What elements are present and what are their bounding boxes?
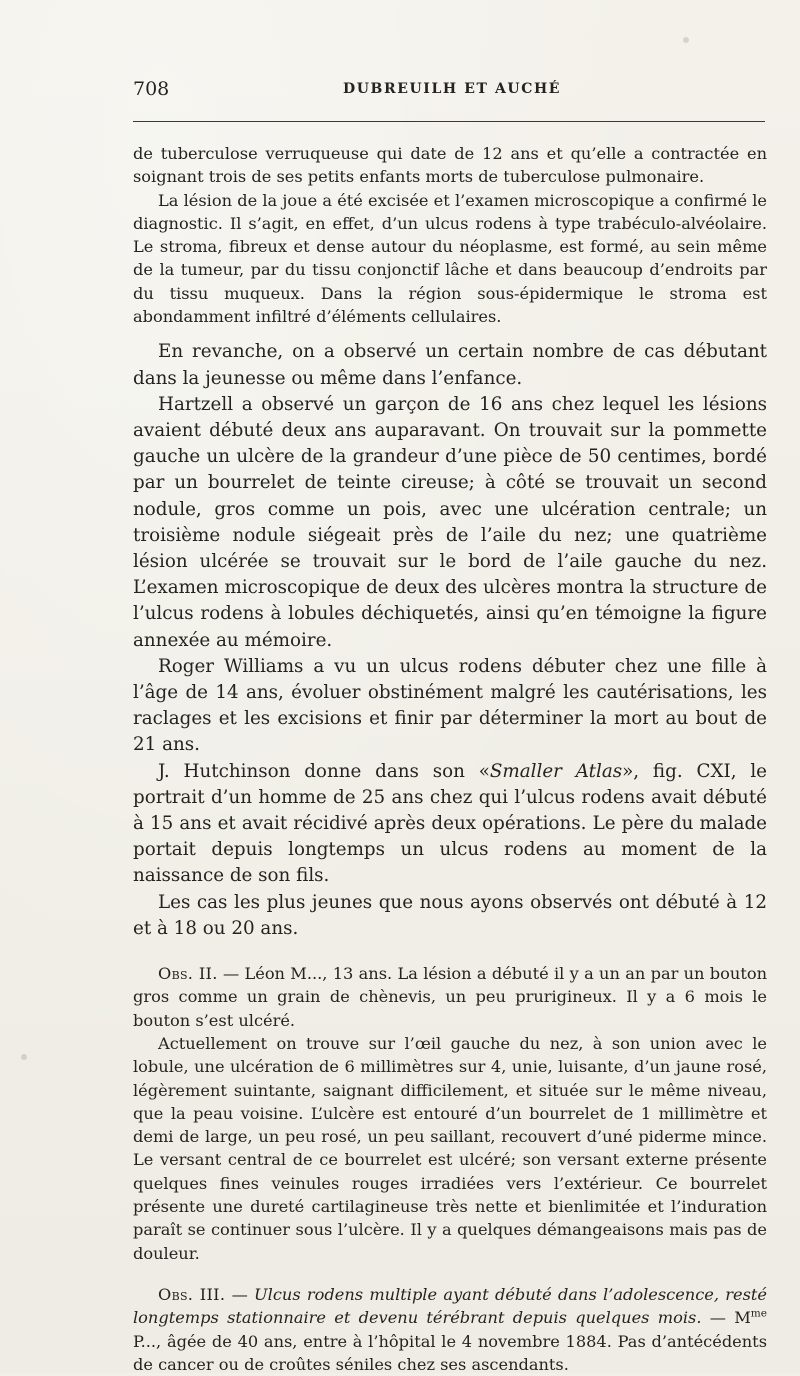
observation-2-label: Obs. II.	[158, 964, 218, 984]
body-text	[133, 142, 767, 1376]
observation-3-label: Obs. III.	[158, 1284, 226, 1304]
page-header	[133, 78, 763, 108]
paper-mark	[683, 37, 689, 43]
observation-3	[133, 1283, 767, 1376]
paragraph-6-after: », fig. CXI, le portrait d’un homme de 25 ans chez qui l’ulcus rodens avait débuté à 15 ans et avait récidivé après deux opérations. Le père du malade portait depuis longtemps un ulcus rodens au moment de la naissance de son fils.	[133, 760, 767, 887]
paragraph-1: de tuberculose verruqueuse qui date de 12 ans et qu’elle a contractée en soignant trois de ses petits enfants morts de tuberculose pulmonaire.	[133, 144, 767, 187]
observation-3-dash: —	[225, 1284, 255, 1304]
observation-2	[133, 962, 767, 1032]
observation-3-mid: — M	[701, 1308, 751, 1328]
observation-2-details: Actuellement on trouve sur l’œil gauche du nez, à son union avec le lobule, une ulcération de 6 millimètres sur 4, unie, luisante, d’un jaune rosé, légèrement suintante, saignant difficilement, et située sur le même niveau, que la peau voisine. L’ulcère est entouré d’un bourrelet de 1 millimètre et demi de large, un peu rosé, un peu saillant, recouvert d’uné piderme mince. Le versant central de ce bourrelet est ulcéré; son versant externe présente quelques fines veinules rouges irradiées vers l’extérieur. Ce bourrelet présente une dureté cartilagineuse très nette et bienlimitée et l’induration paraît se continuer sous l’ulcère. Il y a quelques démangeaisons mais pas de douleur.	[133, 1033, 767, 1263]
header-rule	[133, 121, 765, 122]
paragraph-3: En revanche, on a observé un certain nombre de cas débutant dans la jeunesse ou même dans l’enfance.	[133, 341, 767, 389]
paragraph-6-before: J. Hutchinson donne dans son «	[158, 760, 490, 782]
running-head: DUBREUILH ET AUCHÉ	[343, 81, 562, 97]
paragraph-2: La lésion de la joue a été excisée et l’examen microscopique a confirmé le diagnostic. Il s’agit, en effet, d’un ulcus rodens à type trabéculo-alvéolaire. Le stroma, fibreux et dense autour du néoplasme, est formé, au sein même de la tumeur, par du tissu conjonctif lâche et dans beaucoup d’endroits par du tissu muqueux. Dans la région sous-épidermique le stroma est abondamment infiltré d’éléments cellulaires.	[133, 190, 767, 327]
paper-mark	[21, 1054, 27, 1060]
paragraph-4: Hartzell a observé un garçon de 16 ans chez lequel les lésions avaient débuté deux ans auparavant. On trouvait sur la pommette gauche un ulcère de la grandeur d’une pièce de 50 centimes, bordé par un bourrelet de teinte cireuse; à côté se trouvait un second nodule, gros comme un pois, avec une ulcération centrale; un troisième nodule siégeait près de l’aile du nez; une quatrième lésion ulcérée se trouvait sur le bord de l’aile gauche du nez. L’examen microscopique de deux des ulcères montra la structure de l’ulcus rodens à lobules déchiquetés, ainsi qu’en témoigne la figure annexée au mémoire.	[133, 393, 767, 651]
paragraph-6	[133, 759, 767, 890]
atlas-title: Smaller Atlas	[489, 760, 623, 782]
paragraph-5: Roger Williams a vu un ulcus rodens débuter chez une fille à l’âge de 14 ans, évoluer obstinément malgré les cautérisations, les raclages et les excisions et finir par déterminer la mort au bout de 21 ans.	[133, 655, 767, 756]
page-number: 708	[133, 78, 170, 100]
observation-3-after: P..., âgée de 40 ans, entre à l’hôpital le 4 novembre 1884. Pas d’antécédents de cancer ou de croûtes séniles chez ses ascendants.	[133, 1331, 767, 1374]
observation-2-text: — Léon M..., 13 ans. La lésion a débuté il y a un an par un bouton gros comme un grain de chènevis, un peu prurigineux. Il y a 6 mois le bouton s’est ulcéré.	[133, 964, 768, 1030]
paragraph-7: Les cas les plus jeunes que nous ayons observés ont débuté à 12 et à 18 ou 20 ans.	[133, 891, 767, 939]
observation-3-superscript: me	[750, 1307, 767, 1320]
observation-3-title: Ulcus rodens multiple ayant débuté dans l’adolescence, resté longtemps stationnaire et devenu térébrant depuis quelques mois.	[133, 1284, 767, 1328]
